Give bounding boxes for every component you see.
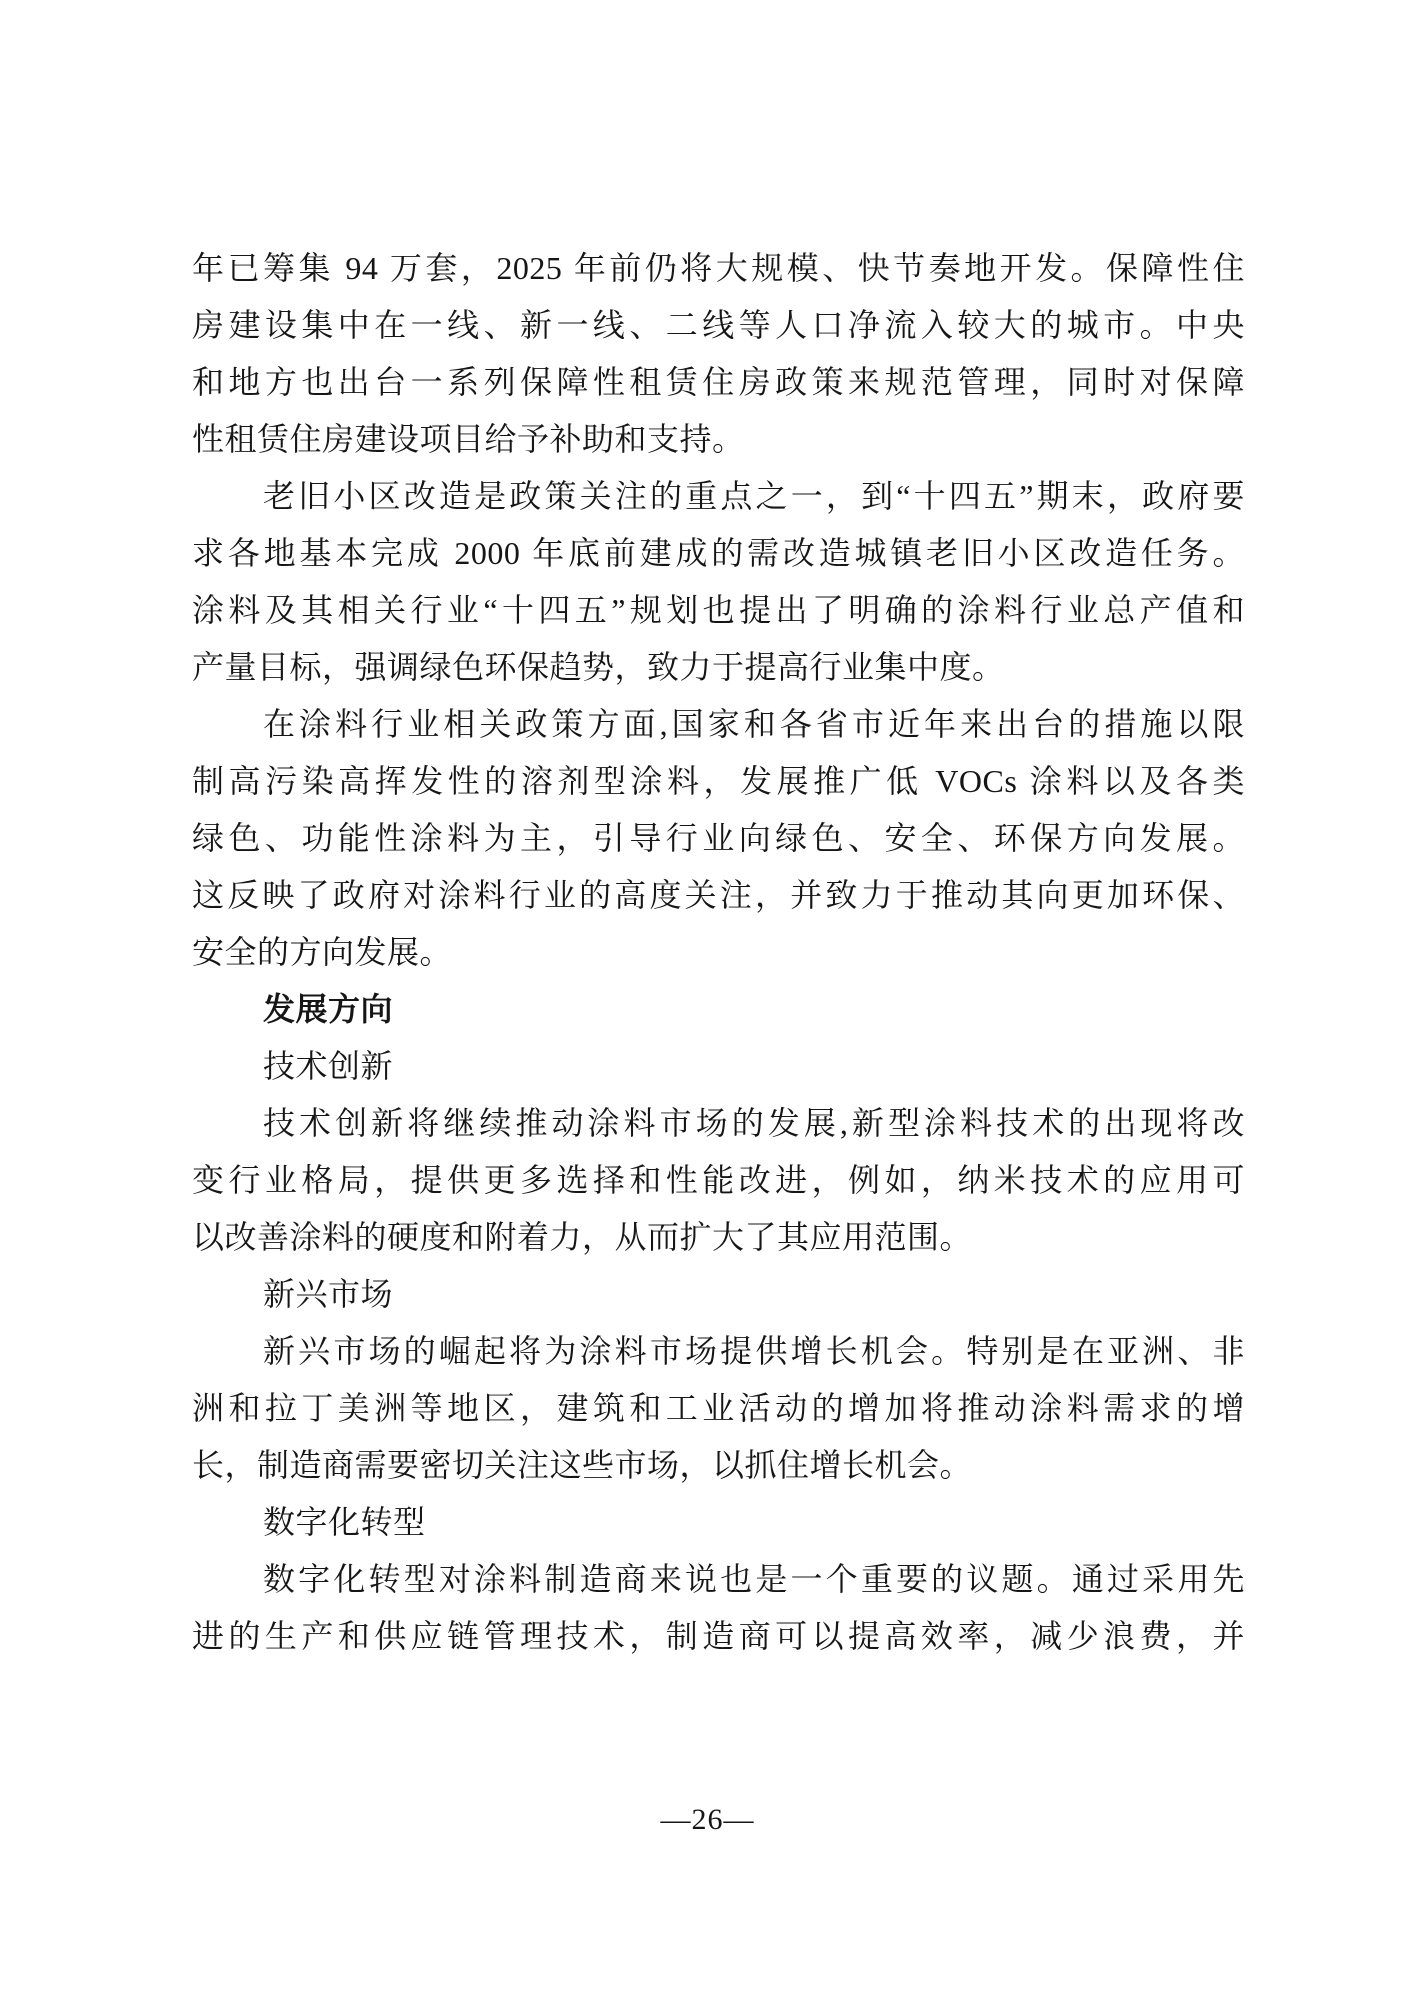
body-line: 制高污染高挥发性的溶剂型涂料，发展推广低 VOCs 涂料以及各类 — [192, 763, 1245, 799]
body-line: 变行业格局，提供更多选择和性能改进，例如，纳米技术的应用可 — [192, 1162, 1245, 1198]
body-line: 产量目标，强调绿色环保趋势，致力于提高行业集中度。 — [192, 649, 1005, 685]
document-body — [192, 240, 1245, 1665]
body-line: 洲和拉丁美洲等地区，建筑和工业活动的增加将推动涂料需求的增 — [192, 1390, 1245, 1426]
body-line: 长，制造商需要密切关注这些市场，以抓住增长机会。 — [192, 1447, 973, 1483]
body-line: 性租赁住房建设项目给予补助和支持。 — [192, 421, 745, 457]
page-number: —26— — [660, 1803, 755, 1836]
subheading-tech-innovation: 技术创新 — [263, 1048, 394, 1084]
body-line: 和地方也出台一系列保障性租赁住房政策来规范管理，同时对保障 — [192, 364, 1245, 400]
body-line: 在涂料行业相关政策方面,国家和各省市近年来出台的措施以限 — [263, 706, 1245, 742]
body-line: 年已筹集 94 万套，2025 年前仍将大规模、快节奏地开发。保障性住 — [192, 250, 1245, 286]
body-line: 以改善涂料的硬度和附着力，从而扩大了其应用范围。 — [192, 1219, 973, 1255]
body-line: 技术创新将继续推动涂料市场的发展,新型涂料技术的出现将改 — [263, 1105, 1245, 1141]
body-line: 老旧小区改造是政策关注的重点之一，到“十四五”期末，政府要 — [263, 478, 1245, 514]
subheading-digital-transformation: 数字化转型 — [263, 1504, 426, 1540]
body-line: 绿色、功能性涂料为主，引导行业向绿色、安全、环保方向发展。 — [192, 820, 1245, 856]
body-line: 进的生产和供应链管理技术，制造商可以提高效率，减少浪费，并 — [192, 1618, 1245, 1654]
subheading-emerging-markets: 新兴市场 — [263, 1276, 394, 1312]
heading-development-direction: 发展方向 — [263, 991, 394, 1027]
body-line: 房建设集中在一线、新一线、二线等人口净流入较大的城市。中央 — [192, 307, 1245, 343]
body-line: 涂料及其相关行业“十四五”规划也提出了明确的涂料行业总产值和 — [192, 592, 1245, 628]
body-line: 这反映了政府对涂料行业的高度关注，并致力于推动其向更加环保、 — [192, 877, 1245, 913]
body-line: 求各地基本完成 2000 年底前建成的需改造城镇老旧小区改造任务。 — [192, 535, 1245, 571]
body-line: 数字化转型对涂料制造商来说也是一个重要的议题。通过采用先 — [263, 1561, 1245, 1597]
body-line: 新兴市场的崛起将为涂料市场提供增长机会。特别是在亚洲、非 — [263, 1333, 1245, 1369]
body-line: 安全的方向发展。 — [192, 934, 453, 970]
